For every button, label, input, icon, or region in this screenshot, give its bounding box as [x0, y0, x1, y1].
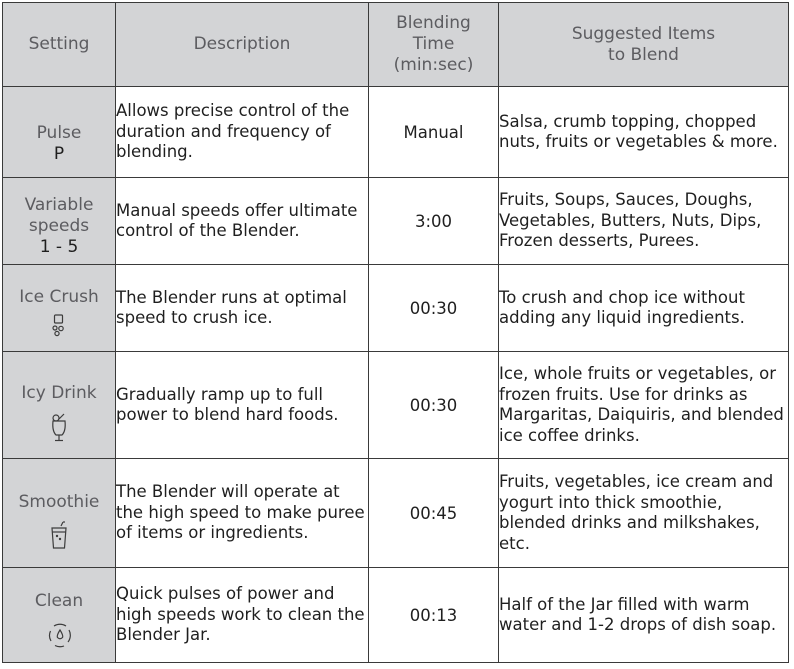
setting-cell — [3, 265, 116, 352]
header-description: Description — [116, 3, 369, 87]
blending-time-cell: 00:13 — [369, 568, 499, 663]
description-cell: Quick pulses of power and high speeds work to clean the Blender Jar. — [116, 568, 369, 663]
table-row-smoothie — [3, 459, 789, 568]
header-setting: Setting — [3, 3, 116, 87]
description-cell: Gradually ramp up to full power to blend hard foods. — [116, 352, 369, 459]
header-blending-time-line-3: (min:sec) — [393, 55, 474, 75]
clean-cycle-icon — [46, 621, 72, 649]
setting-cell — [3, 352, 116, 459]
setting-name: Pulse — [36, 123, 82, 143]
blending-time-cell: 00:30 — [369, 265, 499, 352]
setting-name: Ice Crush — [19, 286, 99, 307]
blending-time-cell: Manual — [369, 87, 499, 178]
suggested-items-cell: Half of the Jar filled with warm water and 1-2 drops of dish soap. — [499, 568, 789, 663]
setting-symbol: 1 - 5 — [39, 236, 79, 257]
header-suggested-items-line-1: Suggested Items — [571, 23, 716, 44]
description-cell: The Blender runs at optimal speed to crush ice. — [116, 265, 369, 352]
table-row-variable-speeds — [3, 178, 789, 265]
header-suggested-items — [499, 3, 789, 87]
table-row-icy-drink — [3, 352, 789, 459]
suggested-items-cell: Fruits, vegetables, ice cream and yogurt into thick smoothie, blended drinks and milkshakes, etc. — [499, 459, 789, 568]
setting-symbol: P — [53, 144, 65, 164]
setting-cell — [3, 178, 116, 265]
description-cell: The Blender will operate at the high speed to make puree of items or ingredients. — [116, 459, 369, 568]
suggested-items-cell: Salsa, crumb topping, chopped nuts, fruits or vegetables & more. — [499, 87, 789, 178]
setting-name: Smoothie — [18, 491, 100, 512]
header-suggested-items-line-2: to Blend — [608, 44, 679, 65]
setting-cell — [3, 568, 116, 663]
setting-name: Variable speeds — [24, 194, 94, 236]
suggested-items-cell: Fruits, Soups, Sauces, Doughs, Vegetables, Butters, Nuts, Dips, Frozen desserts, Purees. — [499, 178, 789, 265]
header-row — [3, 3, 789, 87]
description-cell: Manual speeds offer ultimate control of the Blender. — [116, 178, 369, 265]
suggested-items-cell: Ice, whole fruits or vegetables, or frozen fruits. Use for drinks as Margaritas, Daiquiris, and blended ice coffee drinks. — [499, 352, 789, 459]
blender-settings-table — [2, 2, 789, 663]
blending-time-cell: 00:30 — [369, 352, 499, 459]
table-row-clean — [3, 568, 789, 663]
table-row-ice-crush — [3, 265, 789, 352]
setting-cell — [3, 459, 116, 568]
cocktail-glass-icon — [46, 413, 72, 443]
header-blending-time-line-1: Blending — [396, 13, 471, 33]
setting-name: Clean — [34, 591, 84, 611]
header-blending-time — [369, 3, 499, 87]
smoothie-cup-icon — [46, 521, 72, 551]
blending-time-cell: 3:00 — [369, 178, 499, 265]
setting-cell — [3, 87, 116, 178]
blending-time-cell: 00:45 — [369, 459, 499, 568]
setting-name: Icy Drink — [21, 383, 97, 403]
description-cell: Allows precise control of the duration and frequency of blending. — [116, 87, 369, 178]
suggested-items-cell: To crush and chop ice without adding any liquid ingredients. — [499, 265, 789, 352]
header-blending-time-line-2: Time — [412, 34, 455, 54]
table-row-pulse — [3, 87, 789, 178]
ice-crush-icon — [46, 313, 72, 339]
